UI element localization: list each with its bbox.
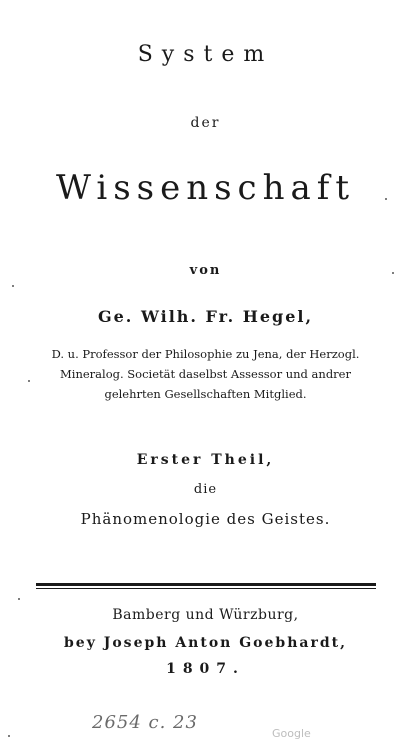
google-watermark: Google <box>272 727 311 740</box>
author-name: Ge. Wilh. Fr. Hegel, <box>97 307 314 326</box>
imprint-place: Bamberg und Würzburg, <box>112 607 299 623</box>
author-credentials-line-1: D. u. Professor der Philosophie zu Jena, der Herzogl. <box>51 347 360 361</box>
divider-thick <box>36 583 376 586</box>
divider-thin <box>36 588 376 589</box>
title-system: System <box>137 42 274 67</box>
part-connector: die <box>193 482 218 497</box>
author-credentials-line-3: gelehrten Gesellschaften Mitglied. <box>104 387 307 401</box>
imprint-publisher: bey Joseph Anton Goebhardt, <box>64 635 347 651</box>
part-label: Erster Theil, <box>136 452 275 468</box>
title-wissenschaft: Wissenschaft <box>55 168 356 208</box>
author-credentials-line-2: Mineralog. Societät daselbst Assessor und andrer <box>60 367 351 381</box>
title-der: der <box>190 115 221 131</box>
handwritten-shelfmark: 2654 c. 23 <box>92 712 198 733</box>
subtitle: Phänomenologie des Geistes. <box>80 510 331 528</box>
by-label: von <box>189 263 222 278</box>
imprint-year: 1807. <box>166 661 245 677</box>
